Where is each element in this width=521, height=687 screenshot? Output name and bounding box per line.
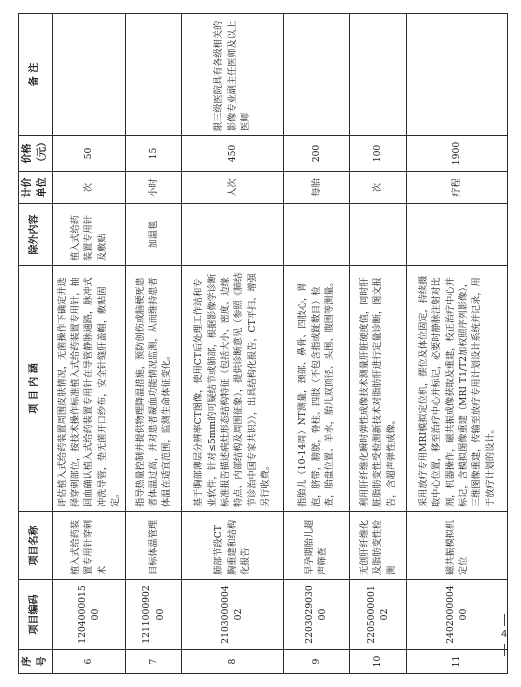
row-seq: 8: [182, 650, 283, 674]
header-seq: 序号: [19, 650, 53, 674]
table-row: [125, 14, 182, 674]
row-seq: 10: [350, 650, 407, 674]
row-price: 1900: [406, 136, 507, 172]
page-dash-top: [504, 614, 505, 626]
row-unit: 人次: [182, 172, 283, 204]
row-content: 指导热量控制并提供物理降温措施，预防创伤或脑梗死患者体温过高，并对患者凝血功能情况监测，从而维持患者体温在适宜范围，监测生命体征变化。: [125, 266, 182, 512]
row-content: 指胎儿（10-14周）NT测量，颈部、鼻骨、四肢心，胃泡，脐带，膀胱，脊柱、四肢（不包含指或趾数目）检查，胎盘位置、羊水，胎儿双顶径、头围、腹围等测量。: [283, 266, 350, 512]
table-row: [182, 14, 283, 674]
page-number: [497, 612, 511, 658]
row-seq: 6: [53, 650, 126, 674]
row-name: 磁共振模拟机定位: [406, 512, 507, 580]
page-number-text: 4: [500, 629, 508, 640]
row-code: 220302903000: [283, 580, 350, 650]
row-name: 植入式给药装置专用针穿刺术: [53, 512, 126, 580]
row-name: 肺部节段CT胸重建和结构化报告: [182, 512, 283, 580]
row-content: 利用肝纤维化瞬时弹性成像技术测量肝脏硬度值，同时肝脏脂肪变性受检测新技术对脂肪肝进行定量诊断，图文报告，含超声弹性成像。: [350, 266, 407, 512]
row-name: 无创肝纤维化及脂肪变性检测: [350, 512, 407, 580]
table-row: [283, 14, 350, 674]
row-code: 121100090200: [125, 580, 182, 650]
header-exclusion: 除外内容: [19, 204, 53, 266]
header-unit: 计价单位: [19, 172, 53, 204]
page-dash-bottom: [504, 644, 505, 656]
row-note: [406, 14, 507, 136]
row-unit: 每胎: [283, 172, 350, 204]
row-seq: 11: [406, 650, 507, 674]
row-content: 采用放疗专用MRI模拟定位机，摆位及体位固定，持续摄取中心位置，移至治疗中心并标记，必要时静脉注射对比剂，机器操作，磁共振成像获取及重建，校正治疗中心并标记，含模拟图像重建（MRI T1/T2加权照序列影像），三维图像重建，传输至放疗专用计划设计系统并记录，用于放疗计划的设计。: [406, 266, 507, 512]
row-price: 450: [182, 136, 283, 172]
row-unit: 小时: [125, 172, 182, 204]
row-exclusion: 植入式给药装置专用针及敷贴: [53, 204, 126, 266]
row-seq: 9: [283, 650, 350, 674]
header-row: [19, 14, 53, 674]
table-row: [53, 14, 126, 674]
row-unit: 疗程: [406, 172, 507, 204]
pricing-table: [18, 13, 508, 674]
row-exclusion: [406, 204, 507, 266]
table-row: [350, 14, 407, 674]
row-note: [125, 14, 182, 136]
row-exclusion: [350, 204, 407, 266]
row-note: 限三级医院具有各级相关的影像专业副主任医师及以上医师: [182, 14, 283, 136]
row-note: [350, 14, 407, 136]
header-content: 项 目 内 涵: [19, 266, 53, 512]
row-content: 基于胸部薄层分辨率CT图像，使用CT后处理工作站和专业软件，针对≤5mm的可疑结节或肺部，根据影像学诊断标准报告描述病灶形态结构特征（包括大小、密度、边缘特点、内部结构及周围征象），提供诊断意见（参照《肺结节诊治中国专家共识》），出具结构化报告，CT平扫、增强另行收费。: [182, 266, 283, 512]
header-name: 项目名称: [19, 512, 53, 580]
row-price: 15: [125, 136, 182, 172]
row-exclusion: [182, 204, 283, 266]
row-note: [53, 14, 126, 136]
row-code: 220500000102: [350, 580, 407, 650]
header-note: 备 注: [19, 14, 53, 136]
row-code: 210300000402: [182, 580, 283, 650]
row-price: 100: [350, 136, 407, 172]
row-name: 目标体温管理: [125, 512, 182, 580]
header-price: 价格（元）: [19, 136, 53, 172]
table-row: [406, 14, 507, 674]
row-exclusion: [283, 204, 350, 266]
rotated-page: [18, 14, 508, 674]
row-seq: 7: [125, 650, 182, 674]
row-name: 早孕期胎儿超声筛查: [283, 512, 350, 580]
row-unit: 次: [350, 172, 407, 204]
row-code: 120400001500: [53, 580, 126, 650]
row-code: 240200000400: [406, 580, 507, 650]
row-note: [283, 14, 350, 136]
row-price: 200: [283, 136, 350, 172]
row-price: 50: [53, 136, 126, 172]
row-exclusion: 加温毯: [125, 204, 182, 266]
row-content: 评估植入式给药装置周围皮肤情况，无菌操作下确定并选择穿刺部位，按技术操作标准植入式给药装置专用针，抽回血确认植入式给药装置专用针在导管静脉通路，脉冲式冲洗导管，垫无菌开口纱布，安全针缝肝盖帽，敷贴固定。: [53, 266, 126, 512]
row-unit: 次: [53, 172, 126, 204]
header-code: 项目编码: [19, 580, 53, 650]
